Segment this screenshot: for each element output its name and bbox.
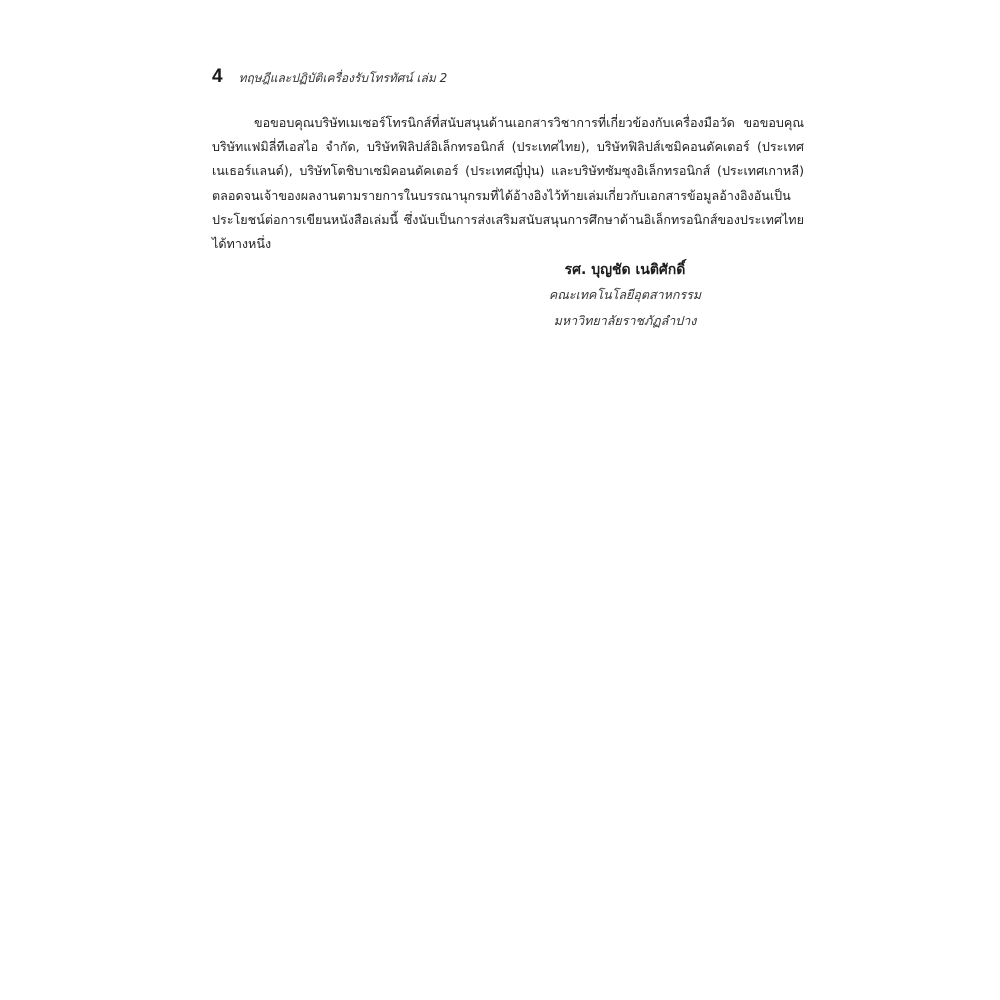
- author-university: มหาวิทยาลัยราชภัฏลำปาง: [553, 313, 697, 328]
- author-faculty: คณะเทคโนโลยีอุตสาหกรรม: [548, 287, 702, 302]
- author-name: รศ. บุญชัด เนติศักดิ์: [564, 262, 686, 278]
- running-title: ทฤษฎีและปฏิบัติเครื่องรับโทรทัศน์ เล่ม 2: [238, 71, 448, 85]
- signature-block: [500, 258, 750, 334]
- acknowledgement-paragraph: ขอขอบคุณบริษัทเมเซอร์โทรนิกส์ที่สนับสนุนด้านเอกสารวิชาการที่เกี่ยวข้องกับเครื่องมือวัด ขอขอบคุณบริษัทแฟมิลี่ทีเอสไอ จำกัด, บริษัทฟิลิปส์อิเล็กทรอนิกส์ (ประเทศไทย), บริษัทฟิลิปส์เซมิคอนดัคเตอร์ (ประเทศเนเธอร์แลนด์), บริษัทโตชิบาเซมิคอนดัคเตอร์ (ประเทศญี่ปุ่น) และบริษัทซัมซุงอิเล็กทรอนิกส์ (ประเทศเกาหลี) ตลอดจนเจ้าของผลงานตามรายการในบรรณานุกรมที่ได้อ้างอิงไว้ท้ายเล่มเกี่ยวกับเอกสารข้อมูลอ้างอิงอันเป็นประโยชน์ต่อการเขียนหนังสือเล่มนี้ ซึ่งนับเป็นการส่งเสริมสนับสนุนการศึกษาด้านอิเล็กทรอนิกส์ของประเทศไทยได้ทางหนึ่ง: [212, 115, 804, 252]
- running-header: [212, 66, 447, 88]
- page-number: 4: [212, 66, 223, 87]
